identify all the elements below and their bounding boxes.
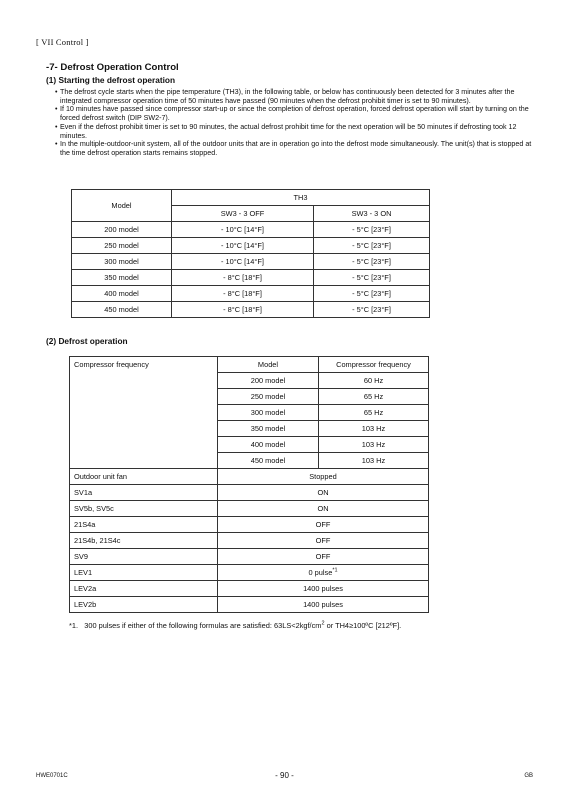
model-cell: 250 model [72,238,172,254]
compressor-frequency-label: Compressor frequency [70,357,218,469]
model-cell: 350 model [72,270,172,286]
model-cell: 300 model [218,405,319,421]
value-cell: ON [218,501,429,517]
table-row [72,286,430,302]
frequency-cell: 65 Hz [319,389,429,405]
item-cell: Outdoor unit fan [70,469,218,485]
value-cell [218,565,429,581]
model-cell: 400 model [218,437,319,453]
item-cell: LEV2b [70,597,218,613]
on-cell: - 5°C [23°F] [314,286,430,302]
model-cell: 300 model [72,254,172,270]
value-cell: OFF [218,533,429,549]
th3-header: TH3 [172,190,430,206]
frequency-cell: 65 Hz [319,405,429,421]
start-defrost-heading: (1) Starting the defrost operation [46,75,176,85]
table-row [70,533,429,549]
model-cell: 250 model [218,389,319,405]
off-cell: - 8°C [18°F] [172,302,314,318]
item-cell: 21S4a [70,517,218,533]
table-row [70,517,429,533]
on-cell: - 5°C [23°F] [314,302,430,318]
table-row [70,549,429,565]
on-cell: - 5°C [23°F] [314,238,430,254]
model-cell: 450 model [72,302,172,318]
table-header-row [72,190,430,206]
frequency-cell: 103 Hz [319,421,429,437]
start-defrost-bullets [55,88,533,158]
document-code: HWE0701C [36,773,68,779]
table-row [70,357,429,373]
sw3-on-header: SW3 - 3 ON [314,206,430,222]
page-header: [ VII Control ] [36,37,89,47]
value-cell: 1400 pulses [218,597,429,613]
table-row [70,469,429,485]
item-cell: LEV2a [70,581,218,597]
page-number: - 90 - [275,771,294,780]
table-row [72,222,430,238]
model-cell: 350 model [218,421,319,437]
footnote-mark: *1. [69,621,79,630]
off-cell: - 10°C [14°F] [172,222,314,238]
table-row [70,501,429,517]
bullet-item: • If 10 minutes have passed since compressor start-up or since the completion of defrost operation, forced defrost operation will start by turning on the forced defrost switch (DIP SW2-7). [55,105,533,122]
off-cell: - 8°C [18°F] [172,270,314,286]
table-row [70,485,429,501]
value-cell: OFF [218,517,429,533]
footnote-text-end: or TH4≥100ºC [212ºF]. [324,621,402,630]
section-title: -7- Defrost Operation Control [46,62,179,73]
model-cell: 450 model [218,453,319,469]
frequency-cell: 60 Hz [319,373,429,389]
table-row [70,597,429,613]
value-cell: OFF [218,549,429,565]
sw3-off-header: SW3 - 3 OFF [172,206,314,222]
off-cell: - 10°C [14°F] [172,254,314,270]
model-cell: 200 model [72,222,172,238]
region-code: GB [524,773,533,779]
table-row [72,270,430,286]
on-cell: - 5°C [23°F] [314,270,430,286]
frequency-header: Compressor frequency [319,357,429,373]
item-cell: SV1a [70,485,218,501]
table-row [70,581,429,597]
table-row [72,238,430,254]
on-cell: - 5°C [23°F] [314,222,430,238]
model-cell: 200 model [218,373,319,389]
lev1-value: 0 pulse [308,568,333,577]
bullet-item: • In the multiple-outdoor-unit system, all of the outdoor units that are in operation go into the defrost mode simultaneously. The unit(s) that is stopped at the time defrost operation starts remains stopped. [55,140,533,157]
model-header: Model [72,190,172,222]
table-row [70,565,429,581]
bullet-item: • Even if the defrost prohibit timer is set to 90 minutes, the actual defrost prohibit time for the next operation will be 50 minutes if defrosting took 12 minutes. [55,123,533,140]
value-cell: Stopped [218,469,429,485]
item-cell: SV9 [70,549,218,565]
item-cell: LEV1 [70,565,218,581]
footnote-ref: *1 [332,567,338,574]
off-cell: - 10°C [14°F] [172,238,314,254]
on-cell: - 5°C [23°F] [314,254,430,270]
value-cell: 1400 pulses [218,581,429,597]
defrost-operation-table [69,356,429,613]
bullet-item: • The defrost cycle starts when the pipe temperature (TH3), in the following table, or below has continuously been detected for 3 minutes after the integrated compressor operation time of 50 minutes have passed (90 minutes when the defrost prohibit timer is set to 90 minutes). [55,88,533,105]
footnote [69,621,401,630]
footnote-superscript: 2 [321,620,325,627]
off-cell: - 8°C [18°F] [172,286,314,302]
table-row [72,302,430,318]
th3-threshold-table [71,189,430,318]
item-cell: 21S4b, 21S4c [70,533,218,549]
item-cell: SV5b, SV5c [70,501,218,517]
model-cell: 400 model [72,286,172,302]
footnote-text: 300 pulses if either of the following formulas are satisfied: 63LS<2kgf/cm [84,621,322,630]
frequency-cell: 103 Hz [319,437,429,453]
frequency-cell: 103 Hz [319,453,429,469]
value-cell: ON [218,485,429,501]
table-row [72,254,430,270]
model-header: Model [218,357,319,373]
defrost-operation-heading: (2) Defrost operation [46,336,128,346]
